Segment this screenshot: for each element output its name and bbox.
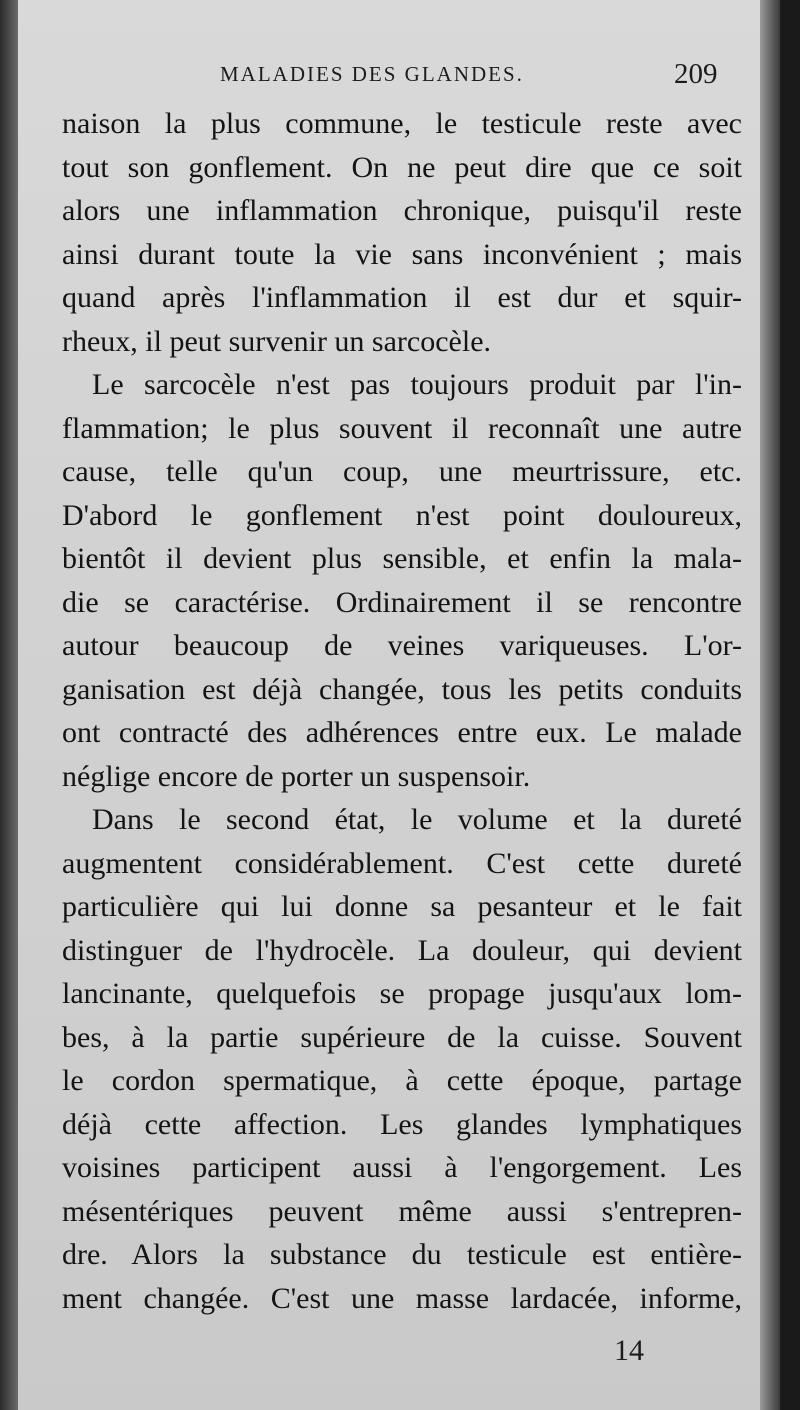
text-line: ont contracté des adhérences entre eux. Le malade — [62, 716, 742, 749]
text-line: ment changée. C'est une masse lardacée, informe, — [62, 1281, 742, 1315]
page-edge-shadow — [760, 0, 780, 1410]
signature-mark: 14 — [614, 1334, 644, 1367]
text-line: die se caractérise. Ordinairement il se rencontre — [62, 585, 742, 619]
page-header — [18, 58, 780, 92]
text-line: déjà cette affection. Les glandes lymphatiques — [62, 1107, 742, 1141]
text-line: quand après l'inflammation il est dur et squir- — [62, 281, 742, 314]
text-line: Le sarcocèle n'est pas toujours produit par l'in- — [92, 368, 742, 401]
page-gutter-shadow — [0, 0, 18, 1410]
text-line: D'abord le gonflement n'est point douloureux, — [62, 498, 742, 532]
text-line: augmentent considérablement. C'est cette dureté — [62, 846, 742, 880]
text-line: rheux, il peut survenir un sarcocèle. — [62, 324, 492, 358]
text-line: distinguer de l'hydrocèle. La douleur, qui devient — [62, 933, 742, 967]
text-line: cause, telle qu'un coup, une meurtrissure, etc. — [62, 455, 742, 488]
text-line: Dans le second état, le volume et la dureté — [92, 803, 742, 836]
text-line: alors une inflammation chronique, puisqu'il reste — [62, 194, 742, 227]
text-line: mésentériques peuvent même aussi s'entrepren- — [62, 1194, 742, 1228]
text-line: dre. Alors la substance du testicule est entière- — [62, 1238, 742, 1271]
text-line: lancinante, quelquefois se propage jusqu'aux lom- — [62, 977, 742, 1010]
page-number: 209 — [674, 58, 718, 90]
text-line: voisines participent aussi à l'engorgement. Les — [62, 1151, 742, 1184]
running-title: MALADIES DES GLANDES. — [220, 62, 524, 86]
text-line: naison la plus commune, le testicule reste avec — [62, 107, 742, 140]
text-line: ainsi durant toute la vie sans inconvénient ; mais — [62, 237, 742, 271]
text-line: flammation; le plus souvent il reconnaît une autre — [62, 411, 742, 445]
text-line: ganisation est déjà changée, tous les petits conduits — [62, 672, 742, 706]
book-page — [18, 0, 780, 1410]
text-line: tout son gonflement. On ne peut dire que ce soit — [62, 150, 742, 184]
text-line: néglige encore de porter un suspensoir. — [62, 759, 531, 793]
text-line: bes, à la partie supérieure de la cuisse. Souvent — [62, 1020, 742, 1054]
body-text — [62, 102, 742, 1320]
text-line: autour beaucoup de veines variqueuses. L'or- — [62, 629, 742, 662]
text-line: particulière qui lui donne sa pesanteur et le fait — [62, 890, 742, 923]
text-line: bientôt il devient plus sensible, et enfin la mala- — [62, 542, 742, 575]
text-line: le cordon spermatique, à cette époque, partage — [62, 1064, 742, 1097]
